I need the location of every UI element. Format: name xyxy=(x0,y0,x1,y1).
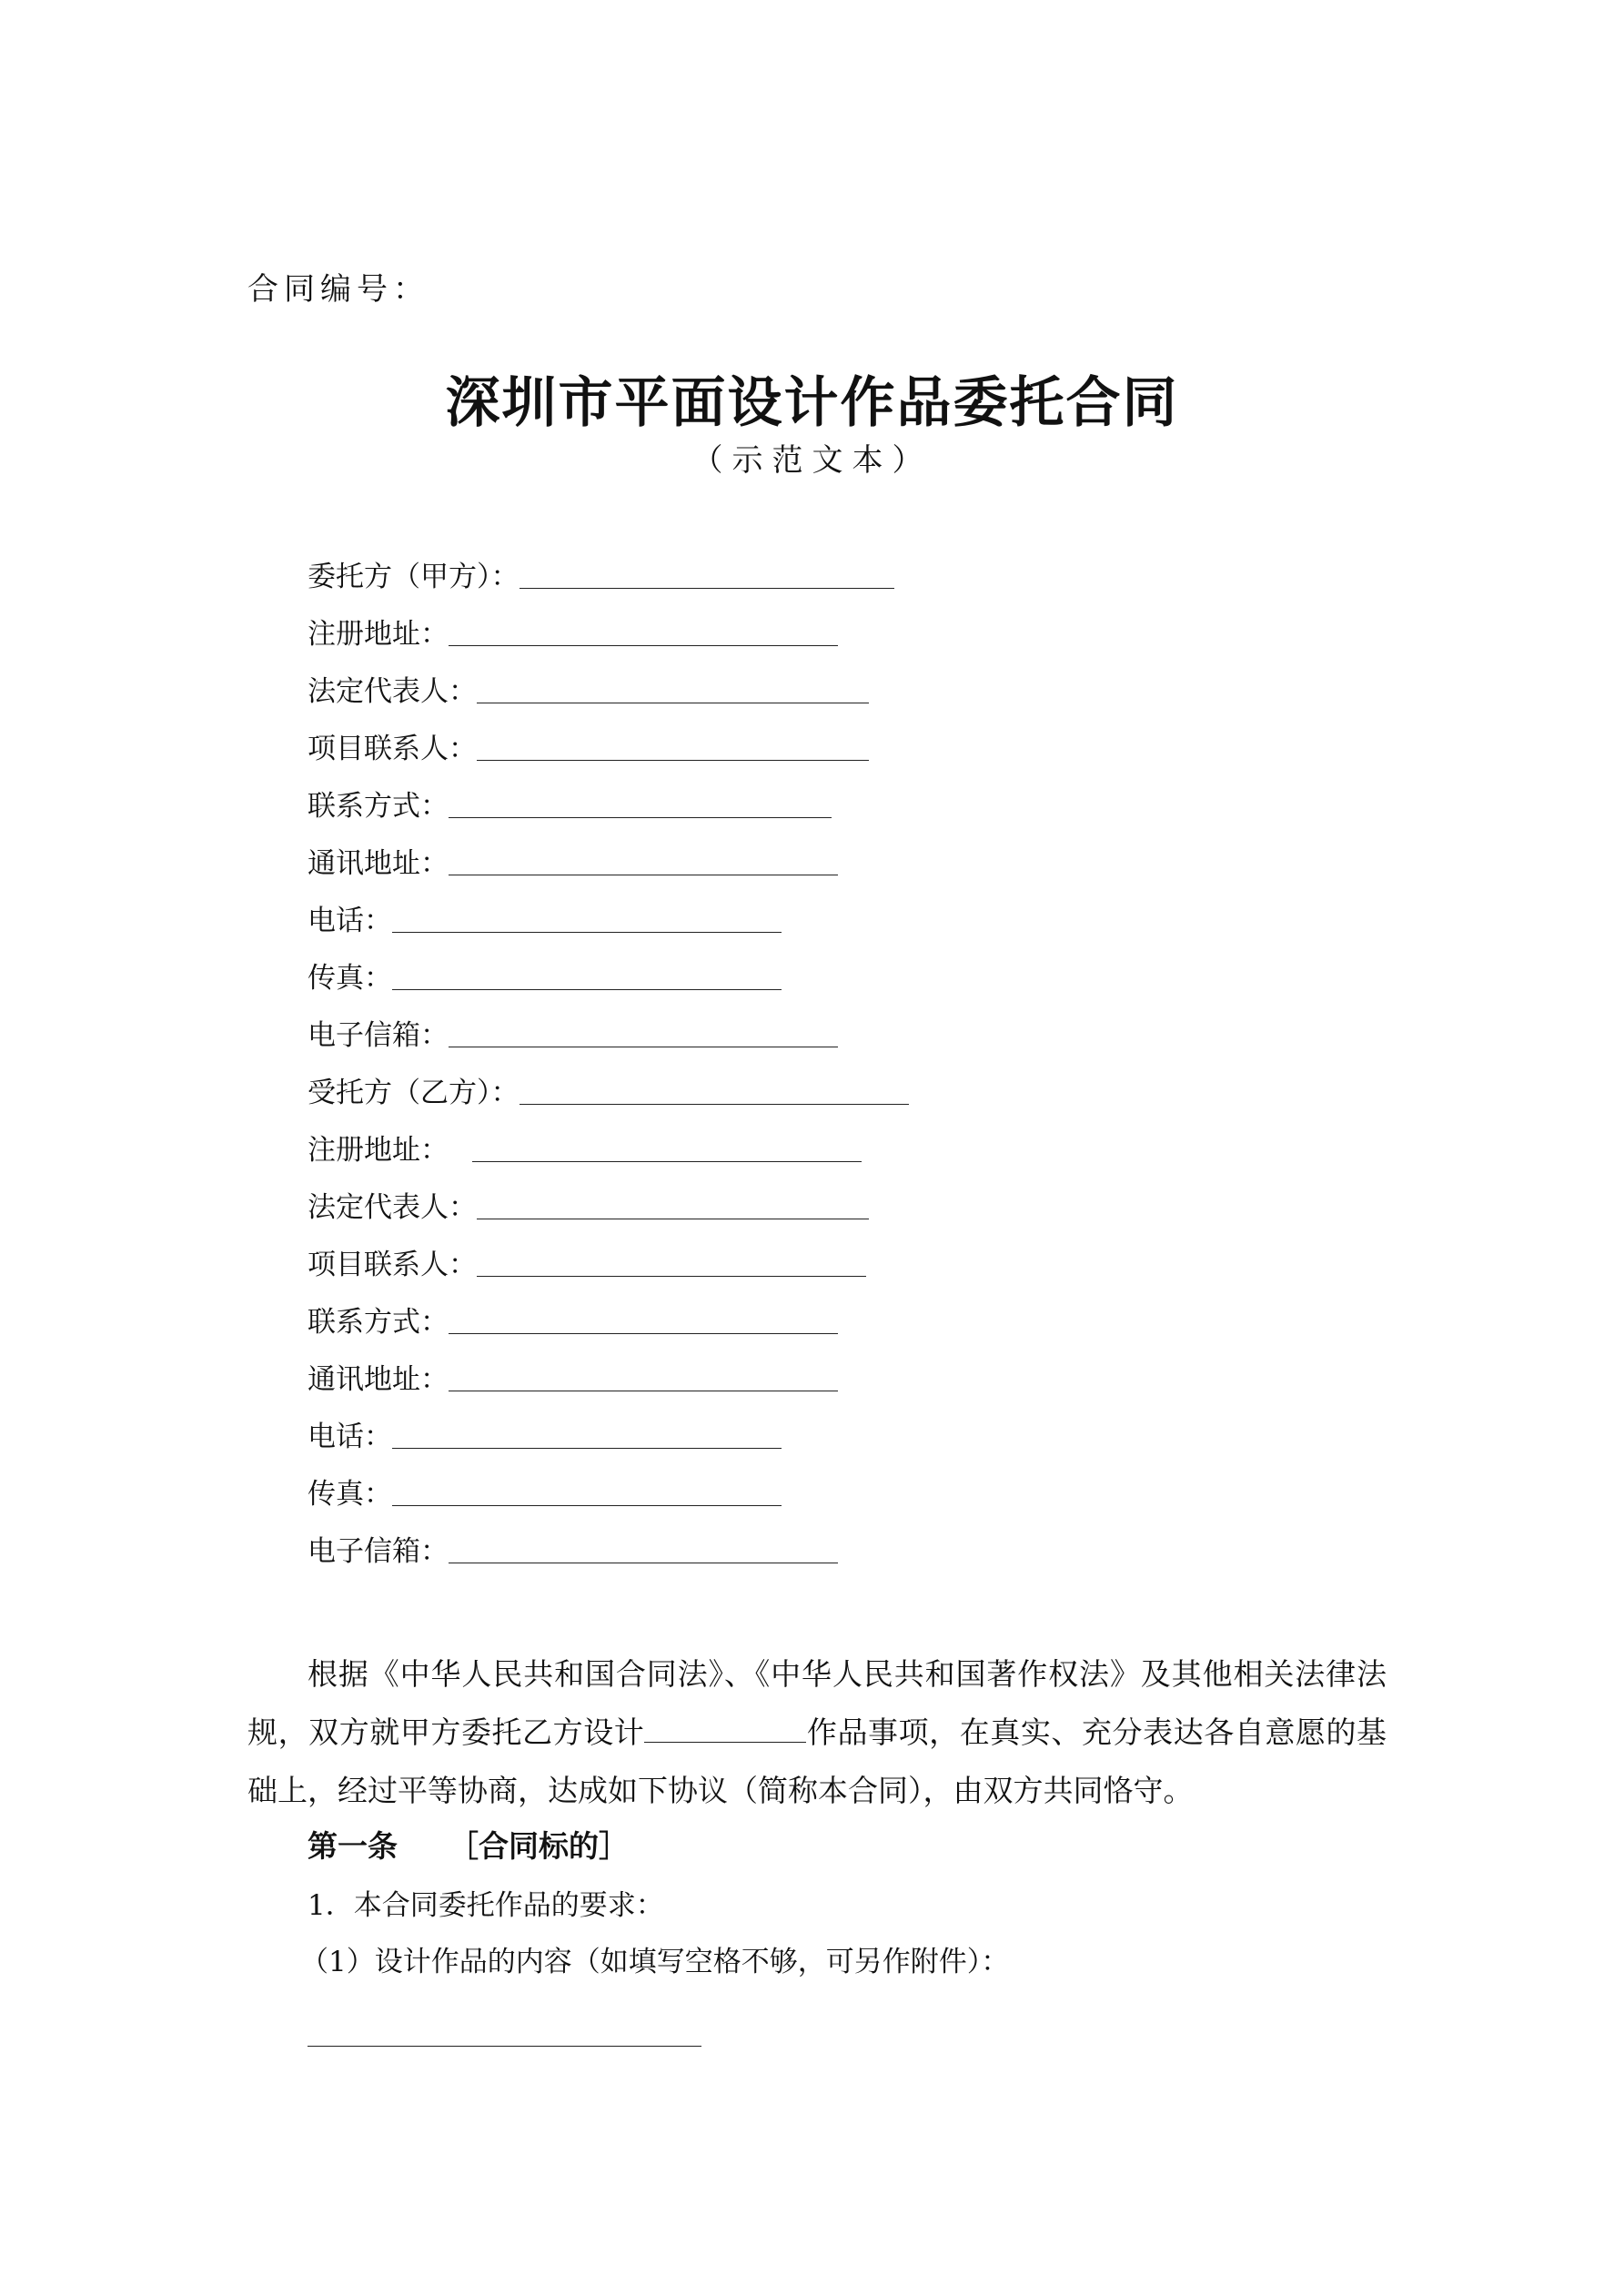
document-title: 深圳市平面设计作品委托合同 xyxy=(445,371,1179,435)
party-a-field-row xyxy=(308,725,869,765)
preamble-text-part-2: 作品事项，在真实、充分表达各自意愿的基础上，经过平等协商，达成如下协议（简称本合同），由双方共同恪守。 xyxy=(247,1714,1387,1808)
party-b-legal-rep-label: 法定代表人： xyxy=(308,1191,477,1224)
party-b-field-row xyxy=(308,1127,862,1167)
party-a-fax-label: 传真： xyxy=(308,962,392,995)
party-a-email-blank[interactable] xyxy=(449,1016,838,1047)
party-a-project-contact-label: 项目联系人： xyxy=(308,733,477,765)
party-a-heading-field xyxy=(308,553,894,593)
party-a-field-row xyxy=(308,611,838,651)
party-b-project-contact-blank[interactable] xyxy=(477,1245,866,1277)
document-subtitle: （示范文本） xyxy=(691,442,933,479)
party-b-field-row xyxy=(308,1528,838,1568)
party-a-phone-label: 电话： xyxy=(308,905,392,937)
party-b-email-label: 电子信箱： xyxy=(308,1535,449,1568)
contract-number-label: 合同编号： xyxy=(247,271,429,308)
party-a-field-row xyxy=(308,897,782,937)
party-b-field-row xyxy=(308,1184,869,1224)
party-a-contact-method-blank[interactable] xyxy=(449,786,832,818)
party-b-heading: 受托方（乙方）： xyxy=(308,1077,519,1109)
party-a-project-contact-blank[interactable] xyxy=(477,729,869,761)
party-b-phone-label: 电话： xyxy=(308,1421,392,1453)
design-content-blank[interactable] xyxy=(308,2046,701,2047)
party-a-email-label: 电子信箱： xyxy=(308,1019,449,1052)
party-b-field-row xyxy=(308,1413,782,1453)
party-a-legal-rep-label: 法定代表人： xyxy=(308,675,477,708)
article-1-item-1-1: （1）设计作品的内容（如填写空格不够，可另作附件）： xyxy=(300,1946,1010,1978)
party-b-email-blank[interactable] xyxy=(449,1532,838,1563)
article-1-heading xyxy=(308,1823,629,1866)
party-b-field-row xyxy=(308,1299,838,1339)
party-a-name-blank[interactable] xyxy=(519,557,894,589)
party-a-field-row xyxy=(308,783,832,823)
party-b-mailing-address-blank[interactable] xyxy=(449,1360,838,1391)
party-b-contact-method-label: 联系方式： xyxy=(308,1306,449,1339)
party-b-field-row xyxy=(308,1241,866,1281)
party-a-mailing-address-blank[interactable] xyxy=(449,844,838,875)
party-b-fax-label: 传真： xyxy=(308,1478,392,1511)
party-b-field-row xyxy=(308,1356,838,1396)
party-b-heading-field xyxy=(308,1069,909,1109)
article-1-item-1: 1．本合同委托作品的要求： xyxy=(308,1889,664,1922)
party-b-registered-address-label: 注册地址： xyxy=(308,1134,449,1167)
party-a-legal-rep-blank[interactable] xyxy=(477,672,869,703)
party-b-legal-rep-blank[interactable] xyxy=(477,1188,869,1219)
preamble-text-part-1: 根据《中华人民共和国合同法》、《中华人民共和国著作权法》及其他相关法律法规，双方就甲方委托乙方设计 xyxy=(247,1656,1387,1750)
article-1-number: 第一条 xyxy=(308,1828,398,1864)
party-b-field-row xyxy=(308,1471,782,1511)
article-1-title: ［合同标的］ xyxy=(449,1828,629,1864)
party-a-registered-address-label: 注册地址： xyxy=(308,618,449,651)
party-b-name-blank[interactable] xyxy=(519,1073,909,1105)
party-a-contact-method-label: 联系方式： xyxy=(308,790,449,823)
party-a-field-row xyxy=(308,668,869,708)
party-a-field-row xyxy=(308,840,838,880)
party-a-fax-blank[interactable] xyxy=(392,958,782,990)
party-a-registered-address-blank[interactable] xyxy=(449,614,838,646)
party-b-registered-address-blank[interactable] xyxy=(472,1130,862,1162)
party-a-heading: 委托方（甲方）： xyxy=(308,561,519,593)
party-a-mailing-address-label: 通讯地址： xyxy=(308,847,449,880)
party-a-phone-blank[interactable] xyxy=(392,901,782,933)
party-b-phone-blank[interactable] xyxy=(392,1417,782,1449)
party-b-project-contact-label: 项目联系人： xyxy=(308,1249,477,1281)
preamble-paragraph xyxy=(247,1645,1387,1820)
party-a-field-row xyxy=(308,1012,838,1052)
party-b-fax-blank[interactable] xyxy=(392,1474,782,1506)
party-b-contact-method-blank[interactable] xyxy=(449,1302,838,1334)
design-work-name-blank[interactable] xyxy=(644,1716,806,1743)
party-b-mailing-address-label: 通讯地址： xyxy=(308,1363,449,1396)
party-a-field-row xyxy=(308,955,782,995)
